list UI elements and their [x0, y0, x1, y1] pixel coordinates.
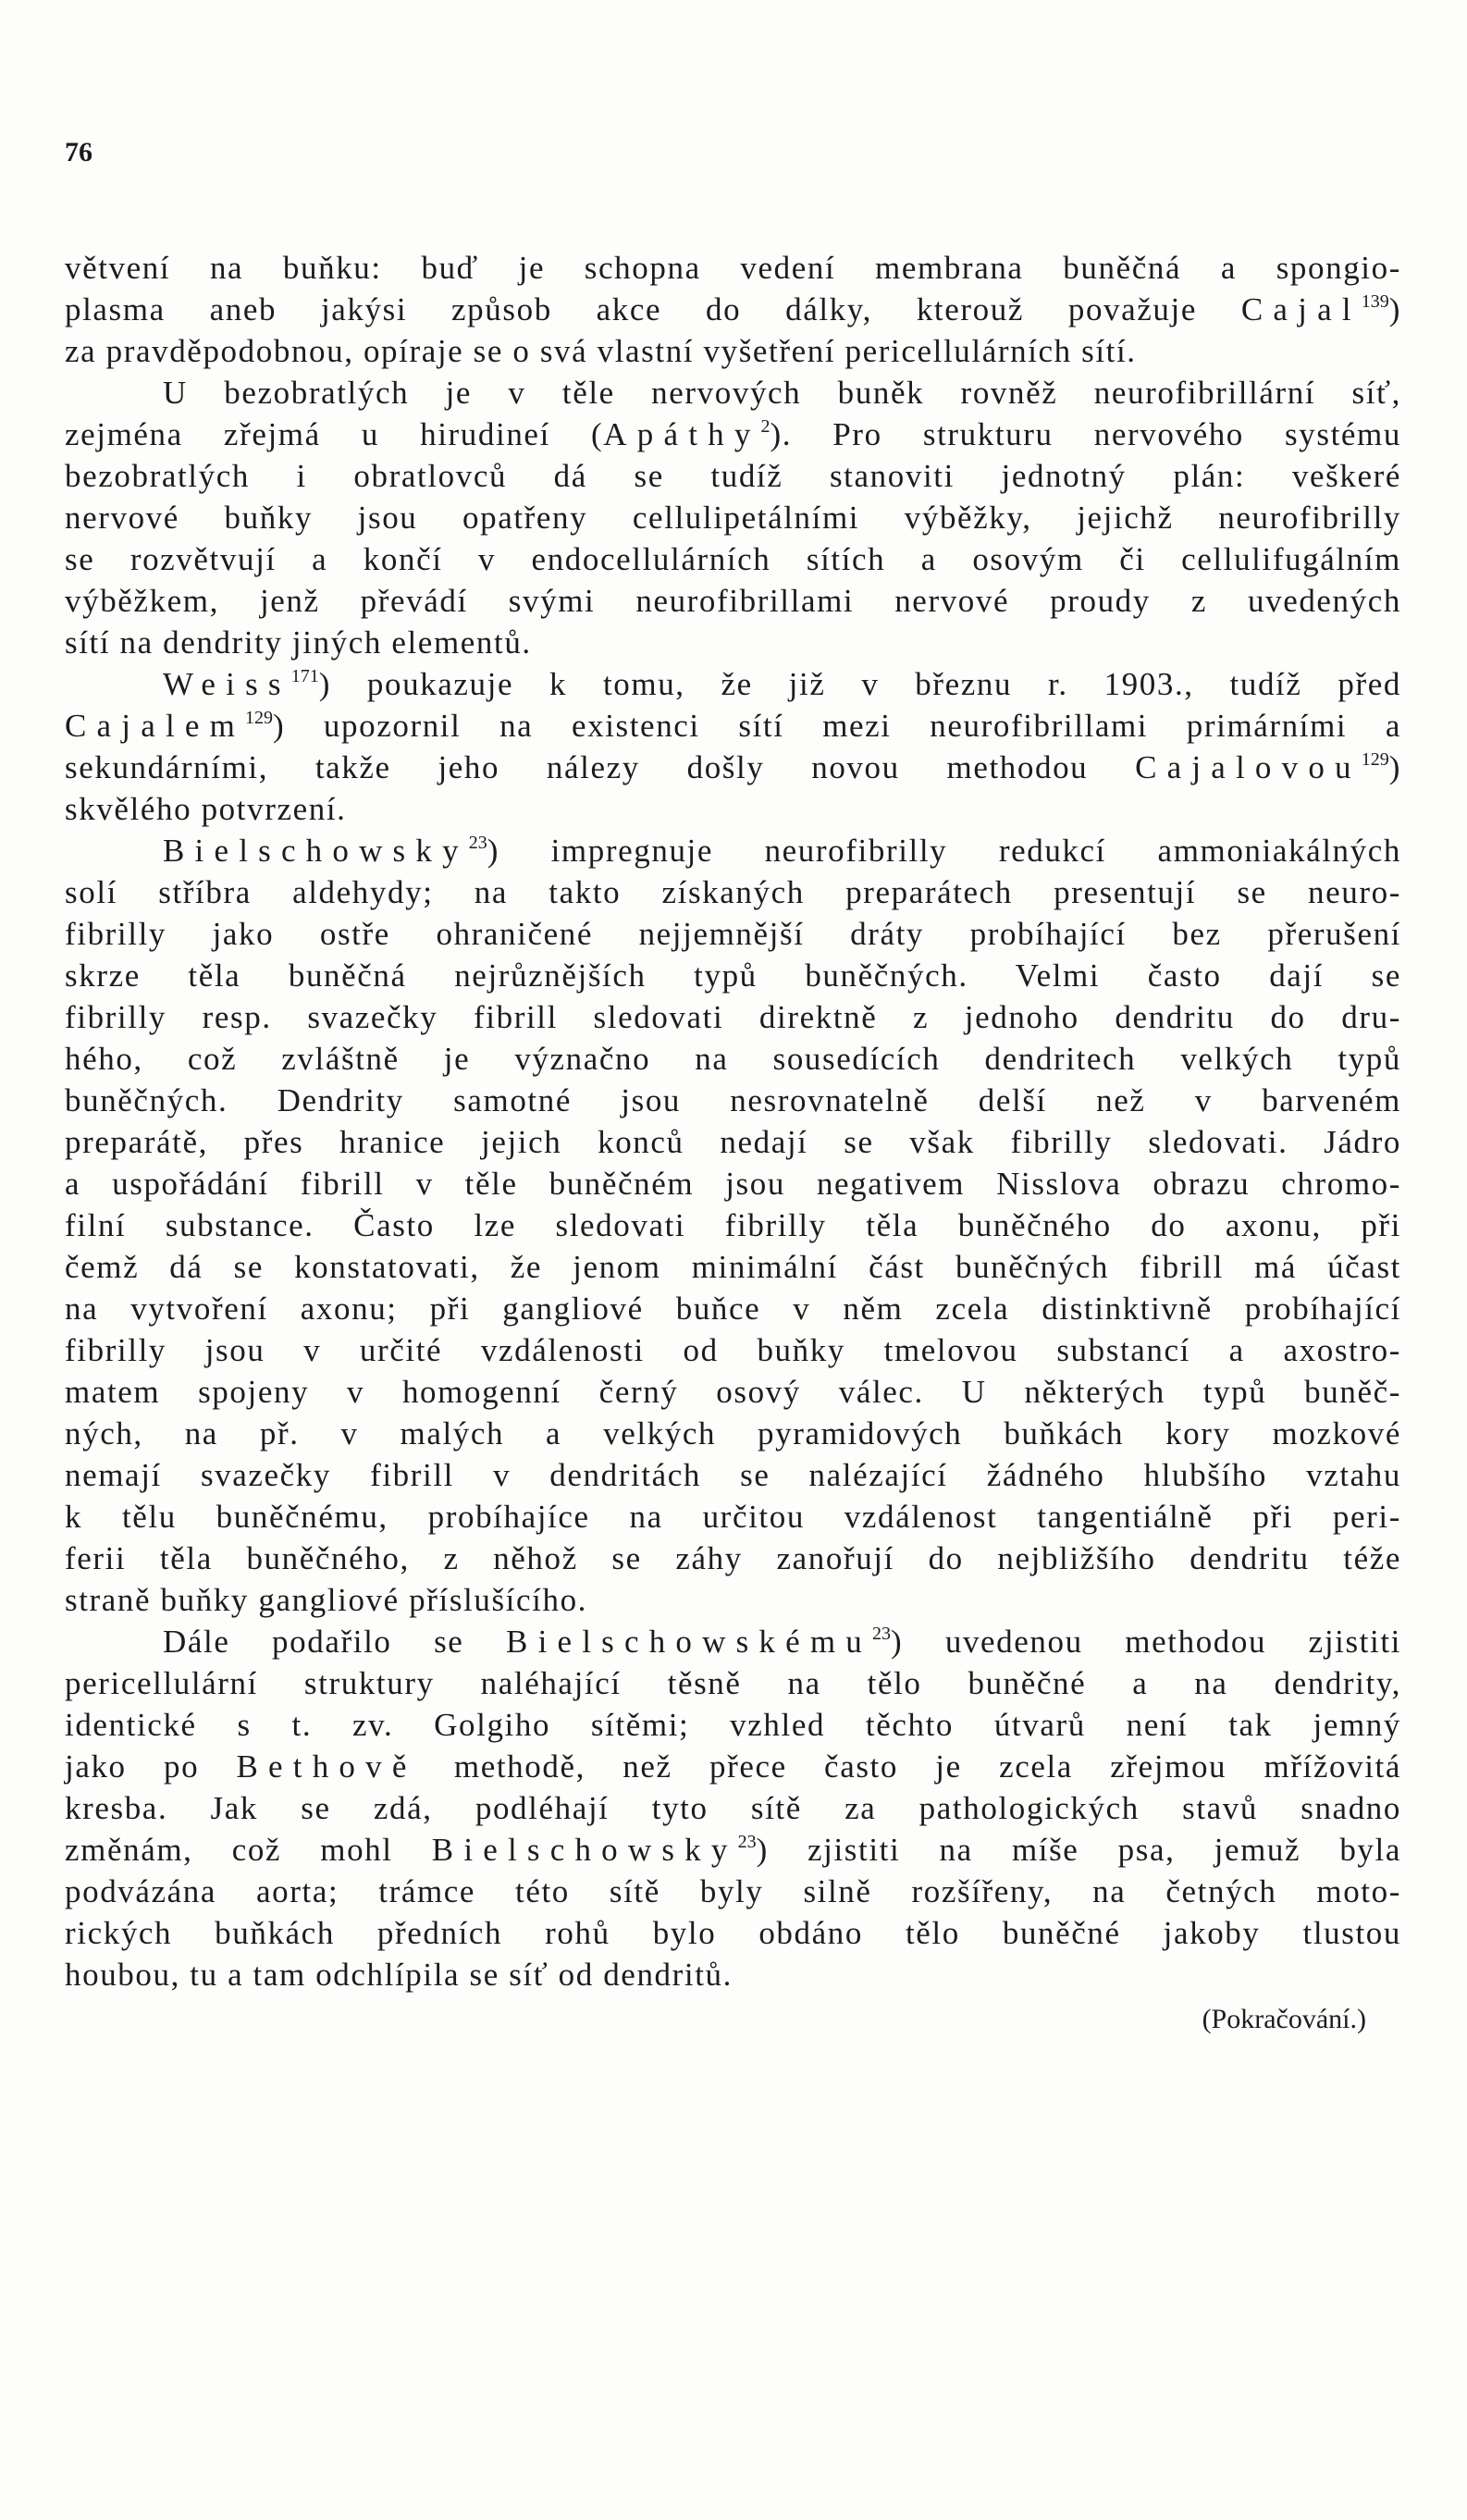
- text-run: U bezobratlých je v těle nervových buněk rovněž neurofibrillární síť,: [163, 375, 1401, 411]
- text-run: methodě, než přece často je zcela zřejmou mřížovitá: [416, 1748, 1401, 1785]
- text-line: [65, 1538, 1401, 1579]
- text-run: nervové buňky jsou opatřeny cellulipetálními výběžky, jejichž neurofibrilly: [65, 500, 1401, 536]
- author-name: Bielschowsky: [431, 1832, 738, 1868]
- continuation-note: (Pokračování.): [1202, 2004, 1366, 2034]
- text-run: jako po: [65, 1748, 237, 1785]
- body-text: [65, 247, 1401, 1995]
- text-line: [65, 705, 1401, 747]
- text-run: ) uvedenou methodou zjistiti: [891, 1624, 1401, 1660]
- text-line: [65, 372, 1401, 414]
- text-run: ných, na př. v malých a velkých pyramidových buňkách kory mozkové: [65, 1415, 1401, 1451]
- text-line: [65, 1121, 1401, 1163]
- text-run: ). Pro strukturu nervového systému: [770, 416, 1401, 452]
- author-name: Bielschowskému: [506, 1624, 872, 1660]
- author-name: Cajalem: [65, 708, 246, 744]
- text-run: ) upozornil na existenci sítí mezi neurofibrillami primárními a: [273, 708, 1401, 744]
- text-line: [65, 414, 1401, 455]
- text-run: pericellulární struktury naléhající těsně na tělo buněčné a na dendrity,: [65, 1665, 1401, 1701]
- text-line: [65, 1787, 1401, 1829]
- text-run: solí stříbra aldehydy; na takto získaných preparátech presentují se neuro-: [65, 874, 1401, 910]
- text-line: [65, 830, 1401, 871]
- text-line: [65, 289, 1401, 330]
- text-run: skvělého potvrzení.: [65, 791, 347, 827]
- reference-superscript: 139: [1361, 291, 1389, 312]
- text-run: Dále podařilo se: [163, 1624, 507, 1660]
- text-run: na vytvoření axonu; při gangliové buňce v něm zcela distinktivně probíhající: [65, 1291, 1401, 1327]
- text-run: ) zjistiti na míše psa, jemuž byla: [756, 1832, 1401, 1868]
- text-line: [65, 663, 1401, 705]
- text-line: [65, 1954, 1401, 1995]
- author-name: Cajalovou: [1135, 749, 1362, 785]
- text-line: [65, 538, 1401, 580]
- text-line: [65, 996, 1401, 1038]
- text-line: [65, 1371, 1401, 1413]
- paragraph: [65, 1621, 1401, 1995]
- text-line: [65, 1912, 1401, 1954]
- text-run: matem spojeny v homogenní černý osový válec. U některých typů buněč-: [65, 1374, 1401, 1410]
- reference-superscript: 23: [737, 1832, 757, 1852]
- text-line: [65, 1163, 1401, 1204]
- text-run: se rozvětvují a končí v endocellulárních sítích a osovým či cellulifugálním: [65, 541, 1401, 577]
- text-run: za pravděpodobnou, opíraje se o svá vlastní vyšetření pericellulárních sítí.: [65, 333, 1137, 369]
- text-line: [65, 1621, 1401, 1662]
- text-line: [65, 330, 1401, 372]
- text-line: [65, 913, 1401, 955]
- text-line: [65, 1871, 1401, 1912]
- text-line: [65, 580, 1401, 622]
- author-name: Weiss: [163, 666, 291, 702]
- text-run: buněčných. Dendrity samotné jsou nesrovnatelně delší než v barveném: [65, 1082, 1401, 1118]
- text-line: [65, 1413, 1401, 1454]
- text-line: [65, 1204, 1401, 1246]
- text-line: [65, 1454, 1401, 1496]
- text-run: ) poukazuje k tomu, že již v březnu r. 1903., tudíž před: [318, 666, 1401, 702]
- text-run: změnám, což mohl: [65, 1832, 432, 1868]
- reference-superscript: 129: [1361, 749, 1389, 770]
- reference-superscript: 129: [245, 708, 274, 728]
- paragraph: [65, 372, 1401, 663]
- text-line: [65, 1579, 1401, 1621]
- text-run: kresba. Jak se zdá, podléhají tyto sítě za pathologických stavů snadno: [65, 1790, 1401, 1826]
- text-run: hého, což zvláštně je význačno na sousedících dendritech velkých typů: [65, 1041, 1401, 1077]
- text-run: a uspořádání fibrill v těle buněčném jsou negativem Nisslova obrazu chromo-: [65, 1166, 1401, 1202]
- text-line: [65, 955, 1401, 996]
- reference-superscript: 23: [468, 833, 487, 853]
- text-run: filní substance. Často lze sledovati fibrilly těla buněčného do axonu, při: [65, 1207, 1401, 1243]
- text-line: [65, 1329, 1401, 1371]
- text-run: fibrilly jsou v určité vzdálenosti od buňky tmelovou substancí a axostro-: [65, 1332, 1401, 1368]
- text-run: preparátě, přes hranice jejich konců nedají se však fibrilly sledovati. Jádro: [65, 1124, 1401, 1160]
- text-line: [65, 1704, 1401, 1746]
- text-run: identické s t. zv. Golgiho sítěmi; vzhled těchto útvarů není tak jemný: [65, 1707, 1401, 1743]
- text-run: skrze těla buněčná nejrůznějších typů buněčných. Velmi často dají se: [65, 957, 1401, 994]
- reference-superscript: 171: [290, 666, 319, 686]
- author-name: Bethově: [236, 1748, 417, 1785]
- text-run: sítí na dendrity jiných elementů.: [65, 624, 532, 661]
- text-line: [65, 622, 1401, 663]
- text-run: větvení na buňku: buď je schopna vedení membrana buněčná a spongio-: [65, 250, 1401, 286]
- author-name: Apáthy: [603, 416, 761, 452]
- text-line: [65, 788, 1401, 830]
- text-run: straně buňky gangliové příslušícího.: [65, 1582, 588, 1618]
- text-line: [65, 1246, 1401, 1288]
- reference-superscript: 23: [872, 1624, 891, 1644]
- text-run: zejména zřejmá u hirudineí (: [65, 416, 604, 452]
- text-line: [65, 1288, 1401, 1329]
- author-name: Cajal: [1240, 291, 1362, 327]
- text-run: plasma aneb jakýsi způsob akce do dálky, kterouž považuje: [65, 291, 1241, 327]
- text-line: [65, 1496, 1401, 1538]
- paragraph: [65, 247, 1401, 372]
- text-line: [65, 1080, 1401, 1121]
- reference-superscript: 2: [760, 416, 770, 437]
- text-line: [65, 1038, 1401, 1080]
- text-run: podvázána aorta; trámce této sítě byly silně rozšířeny, na četných moto-: [65, 1873, 1401, 1909]
- text-run: k tělu buněčnému, probíhajíce na určitou vzdálenost tangentiálně při peri-: [65, 1499, 1401, 1535]
- text-run: fibrilly resp. svazečky fibrill sledovati direktně z jednoho dendritu do dru-: [65, 999, 1401, 1035]
- text-run: ) impregnuje neurofibrilly redukcí ammoniakálných: [487, 833, 1401, 869]
- paragraph: [65, 830, 1401, 1621]
- text-run: rických buňkách předních rohů bylo obdáno tělo buněčné jakoby tlustou: [65, 1915, 1401, 1951]
- text-run: fibrilly jako ostře ohraničené nejjemnější dráty probíhající bez přerušení: [65, 916, 1401, 952]
- text-line: [65, 247, 1401, 289]
- text-line: [65, 1662, 1401, 1704]
- text-run: sekundárními, takže jeho nálezy došly novou methodou: [65, 749, 1136, 785]
- author-name: Bielschowsky: [163, 833, 469, 869]
- text-run: nemají svazečky fibrill v dendritách se nalézající žádného hlubšího vztahu: [65, 1457, 1401, 1493]
- text-line: [65, 1829, 1401, 1871]
- text-run: ferii těla buněčného, z něhož se záhy zanořují do nejbližšího dendritu téže: [65, 1540, 1401, 1576]
- text-run: čemž dá se konstatovati, že jenom minimální část buněčných fibrill má účast: [65, 1249, 1401, 1285]
- text-line: [65, 455, 1401, 497]
- text-run: houbou, tu a tam odchlípila se síť od dendritů.: [65, 1957, 733, 1993]
- text-run: ): [1388, 291, 1401, 327]
- text-run: ): [1388, 749, 1401, 785]
- paragraph: [65, 663, 1401, 830]
- text-line: [65, 497, 1401, 538]
- text-run: bezobratlých i obratlovců dá se tudíž stanoviti jednotný plán: veškeré: [65, 458, 1401, 494]
- text-run: výběžkem, jenž převádí svými neurofibrillami nervové proudy z uvedených: [65, 583, 1401, 619]
- text-line: [65, 747, 1401, 788]
- page-number: 76: [65, 137, 92, 167]
- text-line: [65, 871, 1401, 913]
- text-line: [65, 1746, 1401, 1787]
